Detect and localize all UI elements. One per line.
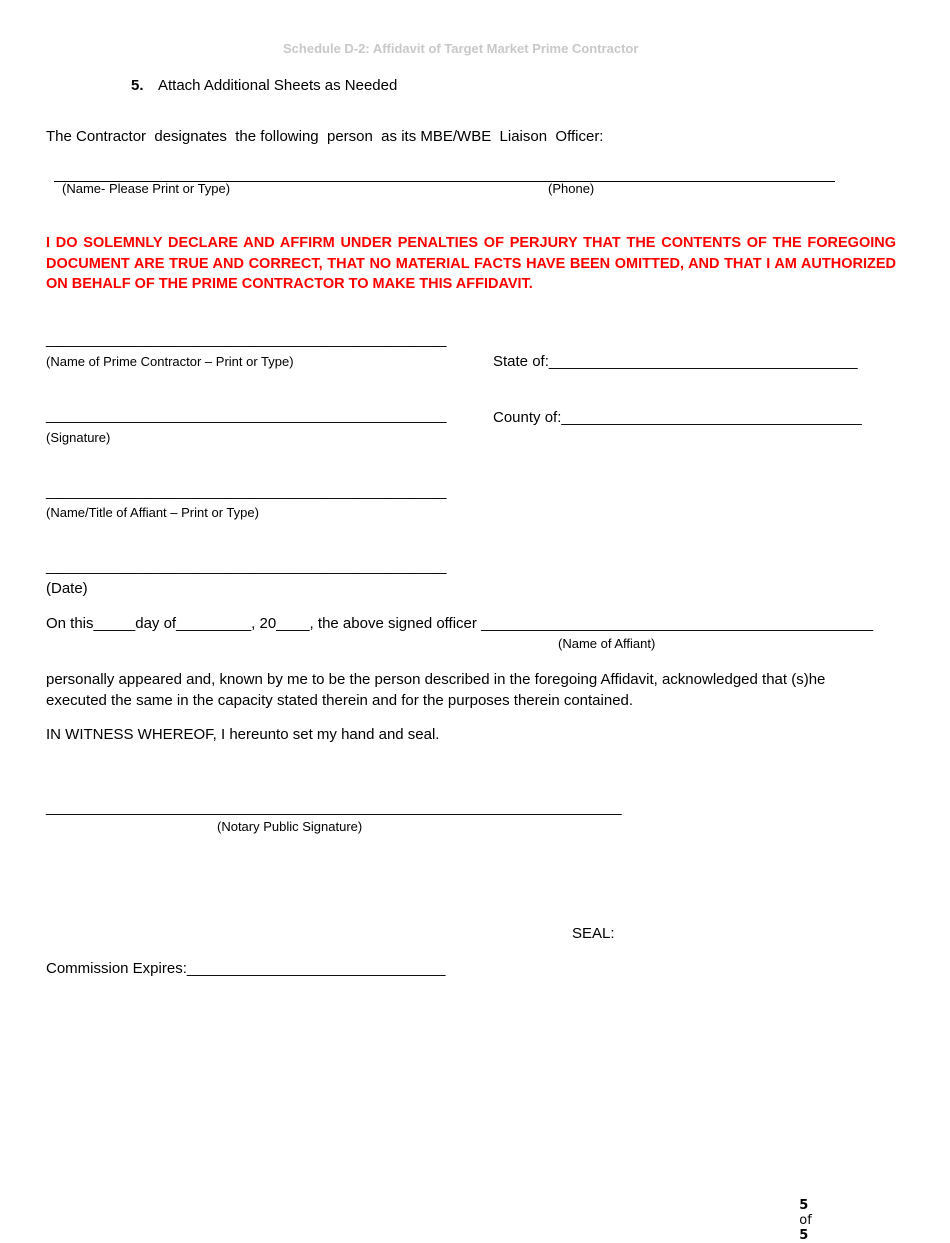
- prime-contractor-blank: ________________________________________________: [46, 331, 447, 348]
- county-of-field: County of:____________________________________: [493, 409, 862, 426]
- liaison-intro: The Contractor designates the following person as its MBE/WBE Liaison Officer:: [46, 128, 604, 145]
- liaison-phone-label: (Phone): [548, 181, 595, 196]
- date-label: (Date): [46, 580, 88, 597]
- appearance-paragraph: personally appeared and, known by me to be the person described in the foregoing Affidavit, acknowledged that (s)he executed the same in the capacity stated therein and for the purposes therein contained.: [46, 671, 826, 709]
- prime-contractor-label: (Name of Prime Contractor – Print or Type): [46, 354, 294, 369]
- page-current: 5: [799, 1198, 809, 1213]
- on-this-line: On this_____day of_________, 20____, the above signed officer _______________________________________________: [46, 615, 874, 632]
- perjury-declaration: I DO SOLEMNLY DECLARE AND AFFIRM UNDER PENALTIES OF PERJURY THAT THE CONTENTS OF THE FOREGOING DOCUMENT ARE TRUE AND CORRECT, THAT NO MATERIAL FACTS HAVE BEEN OMITTED, AND THAT I AM AUTHORIZED ON BEHALF OF THE PRIME CONTRACTOR TO MAKE THIS AFFIDAVIT.: [46, 235, 896, 292]
- notary-signature-blank: _____________________________________________________________________: [46, 799, 622, 816]
- state-of-field: State of:_____________________________________: [493, 353, 858, 370]
- signature-label: (Signature): [46, 430, 111, 445]
- liaison-name-label: (Name- Please Print or Type): [62, 181, 231, 196]
- affiant-blank: ________________________________________________: [46, 483, 447, 500]
- notary-signature-label: (Notary Public Signature): [217, 819, 363, 834]
- date-blank: ________________________________________________: [46, 558, 447, 575]
- signature-blank: ________________________________________________: [46, 407, 447, 424]
- item-text: Attach Additional Sheets as Needed: [158, 77, 398, 94]
- page-total: 5: [799, 1228, 809, 1243]
- page-header-title: Schedule D-2: Affidavit of Target Market Prime Contractor: [283, 41, 639, 56]
- affiant-label: (Name/Title of Affiant – Print or Type): [46, 505, 259, 520]
- page-number: [791, 1183, 812, 1243]
- witness-statement: IN WITNESS WHEREOF, I hereunto set my hand and seal.: [46, 726, 440, 743]
- commission-expires-field: Commission Expires:_______________________________: [46, 960, 446, 977]
- page-of: of: [799, 1213, 812, 1228]
- name-of-affiant-label: (Name of Affiant): [558, 636, 656, 651]
- item-number: 5.: [131, 77, 144, 94]
- seal-label: SEAL:: [572, 925, 615, 942]
